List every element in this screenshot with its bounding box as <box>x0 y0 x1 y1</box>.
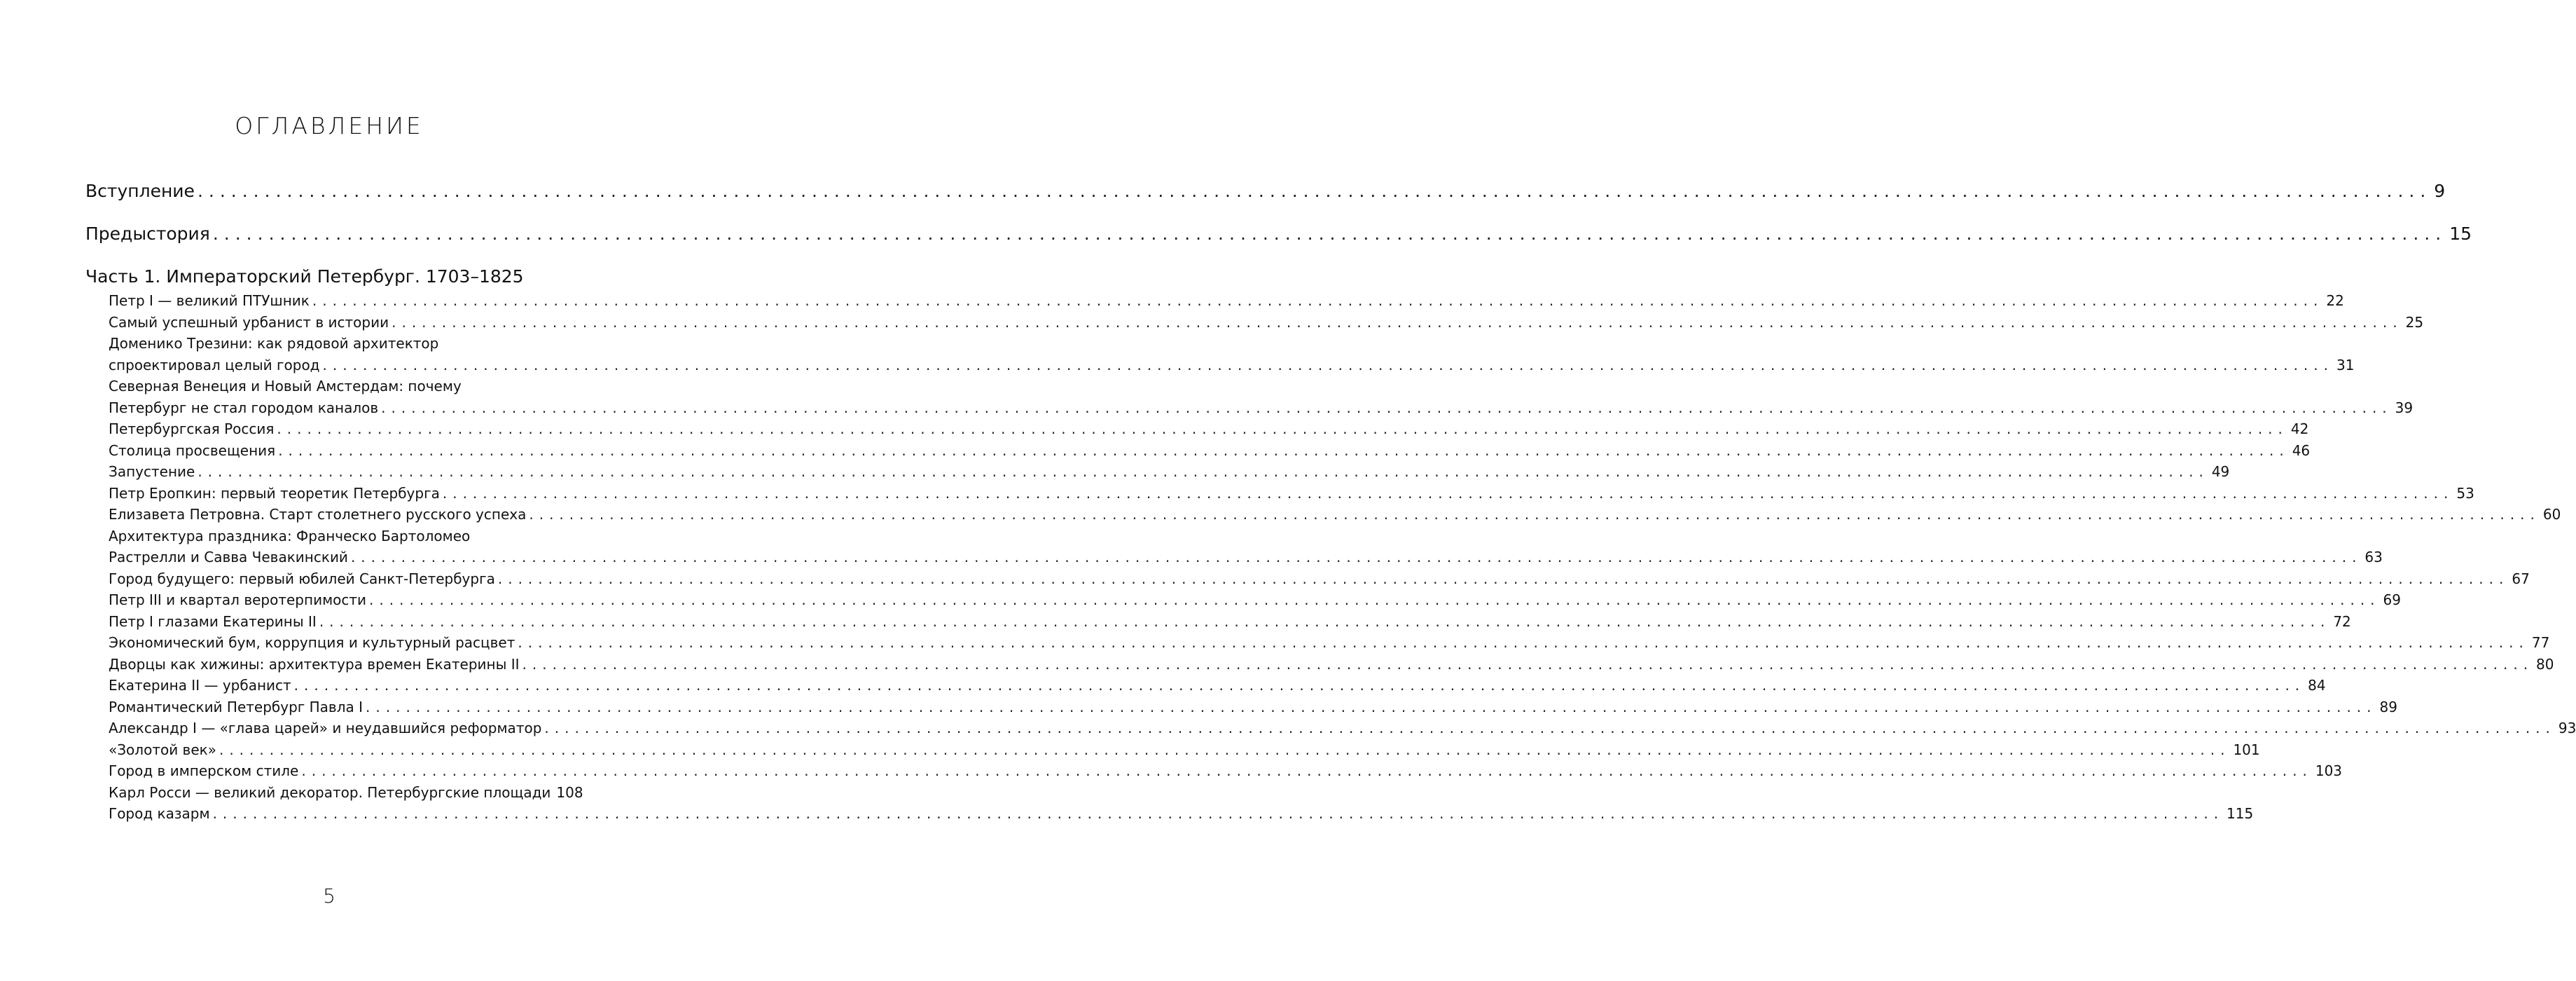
toc-entry-title: Город казарм <box>109 805 210 822</box>
dot-leader: ........................................................................................................................................................................................................ <box>529 506 2540 523</box>
toc-entry-title: Самый успешный урбанист в истории <box>109 313 389 331</box>
toc-entry <box>109 783 583 801</box>
toc-entry-title: Петербург не стал городом каналов <box>109 399 379 416</box>
dot-leader: ........................................................................................................................................................................................................ <box>322 356 2334 373</box>
toc-entry-title: Экономический бум, коррупция и культурный расцвет <box>109 634 515 651</box>
toc-entry <box>109 549 2383 565</box>
toc-entry-title: Столица просвещения <box>109 441 276 459</box>
toc-entry-page: 31 <box>2336 356 2355 373</box>
toc-entry <box>109 463 2230 480</box>
toc-entry-page: 80 <box>2536 655 2554 673</box>
toc-entry <box>109 484 2474 502</box>
dot-leader: ........................................................................................................................................................................................................ <box>381 399 2393 416</box>
toc-entry-title: Город в имперском стиле <box>109 762 299 779</box>
toc-entry <box>109 292 2344 309</box>
toc-entry <box>109 420 2309 437</box>
toc-entry-page: 9 <box>2434 181 2446 201</box>
toc-entry-page: 39 <box>2395 399 2414 416</box>
toc-entry <box>109 441 2311 459</box>
toc-entry-page: 67 <box>2512 570 2530 587</box>
toc-entry-title: Предыстория <box>85 224 210 244</box>
dot-leader: ........................................................................................................................................................................................................ <box>442 484 2454 502</box>
dot-leader: ........................................................................................................................................................................................................ <box>312 292 2324 309</box>
dot-leader: ........................................................................................................................................................................................................ <box>518 634 2529 651</box>
toc-entry <box>109 399 2414 416</box>
dot-leader: ........................................................................................................................................................................................................ <box>197 181 2432 201</box>
toc-entry-title: Петр I глазами Екатерины II <box>109 612 317 630</box>
toc-entry <box>109 762 2343 779</box>
toc-entry-title: Елизавета Петровна. Старт столетнего русского успеха <box>109 506 527 523</box>
toc-entry-title: Романтический Петербург Павла I <box>109 698 363 715</box>
part-heading: Часть 1. Императорский Петербург. 1703–1825 <box>85 266 524 287</box>
toc-entry-title: Запустение <box>109 463 195 480</box>
toc-entry-page: 101 <box>2233 741 2260 758</box>
toc-entry-page: 63 <box>2364 549 2383 565</box>
toc-entry-page: 108 <box>556 783 583 801</box>
toc-entry-title: Петербургская Россия <box>109 420 275 437</box>
toc-entry-page: 115 <box>2227 805 2254 822</box>
toc-entry-page: 103 <box>2315 762 2343 779</box>
toc-entry <box>109 506 2561 523</box>
page-number: 5 <box>323 884 335 907</box>
toc-entry <box>109 591 2401 608</box>
toc-entry-page: 46 <box>2292 441 2311 459</box>
toc-entry <box>109 612 2351 630</box>
toc-entry <box>109 570 2530 587</box>
toc-entry-title-first-line: Архитектура праздника: Франческо Бартоломео <box>109 527 471 544</box>
toc-entry-title: Вступление <box>85 181 195 201</box>
toc-entry-page: 42 <box>2290 420 2309 437</box>
toc-entry-page: 49 <box>2211 463 2230 480</box>
toc-entry-page: 89 <box>2379 698 2397 715</box>
toc-entry <box>109 655 2554 673</box>
dot-leader: ........................................................................................................................................................................................................ <box>277 420 2288 437</box>
dot-leader: ........................................................................................................................................................................................................ <box>278 441 2290 459</box>
toc-entry-page: 53 <box>2456 484 2474 502</box>
toc-entry-title-first-line: Северная Венеция и Новый Амстердам: почему <box>109 378 462 395</box>
toc-entry-page: 25 <box>2405 313 2424 331</box>
dot-leader: ........................................................................................................................................................................................................ <box>366 698 2377 715</box>
dot-leader: ........................................................................................................................................................................................................ <box>319 612 2331 630</box>
toc-entry-page: 22 <box>2326 292 2344 309</box>
toc-entry-title: Александр I — «глава царей» и неудавшийся реформатор <box>109 720 542 736</box>
toc-entry-page: 93 <box>2558 720 2576 736</box>
toc-entry-page: 69 <box>2383 591 2401 608</box>
toc-entry <box>109 720 2576 736</box>
dot-leader: ........................................................................................................................................................................................................ <box>293 677 2306 694</box>
toc-entry <box>109 741 2260 758</box>
toc-entry <box>109 805 2254 822</box>
toc-entry-page: 77 <box>2531 634 2550 651</box>
toc-entry-title: Город будущего: первый юбилей Санкт-Петербурга <box>109 570 495 587</box>
dot-leader: ........................................................................................................................................................................................................ <box>198 463 2209 480</box>
toc-entry-title: спроектировал целый город <box>109 356 320 373</box>
toc-entry-title: Растрелли и Савва Чевакинский <box>109 549 348 565</box>
toc-entry-title: «Золотой век» <box>109 741 216 758</box>
toc-entry-title-first-line: Доменико Трезини: как рядовой архитектор <box>109 335 439 352</box>
dot-leader: ........................................................................................................................................................................................................ <box>212 805 2224 822</box>
dot-leader: ........................................................................................................................................................................................................ <box>392 313 2403 331</box>
dot-leader: ........................................................................................................................................................................................................ <box>522 655 2534 673</box>
toc-entry <box>85 224 2472 244</box>
toc-entry-page: 60 <box>2542 506 2561 523</box>
toc-entry <box>109 356 2355 373</box>
toc-entry-title: Дворцы как хижины: архитектура времен Екатерины II <box>109 655 520 673</box>
dot-leader: ........................................................................................................................................................................................................ <box>497 570 2509 587</box>
dot-leader: ........................................................................................................................................................................................................ <box>212 224 2447 244</box>
page-title: ОГЛАВЛЕНИЕ <box>235 112 424 139</box>
toc-entry-page: 72 <box>2333 612 2351 630</box>
toc-entry <box>109 677 2326 694</box>
dot-leader: ........................................................................................................................................................................................................ <box>544 720 2556 736</box>
dot-leader: ........................................................................................................................................................................................................ <box>219 741 2231 758</box>
toc-entry-title: Петр III и квартал веротерпимости <box>109 591 367 608</box>
toc-entry-page: 15 <box>2449 224 2472 244</box>
dot-leader: ........................................................................................................................................................................................................ <box>350 549 2362 565</box>
toc-entry-title: Петр I — великий ПТУшник <box>109 292 310 309</box>
toc-entry-title: Петр Еропкин: первый теоретик Петербурга <box>109 484 440 502</box>
toc-entry-page: 84 <box>2308 677 2326 694</box>
dot-leader: ........................................................................................................................................................................................................ <box>301 762 2313 779</box>
toc-entry <box>109 634 2550 651</box>
dot-leader: ........................................................................................................................................................................................................ <box>369 591 2381 608</box>
toc-entry <box>85 181 2446 201</box>
toc-entry-title: Карл Росси — великий декоратор. Петербургские площади <box>109 783 551 801</box>
toc-entry <box>109 313 2424 331</box>
toc-entry <box>109 698 2397 715</box>
toc-entry-title: Екатерина II — урбанист <box>109 677 291 694</box>
